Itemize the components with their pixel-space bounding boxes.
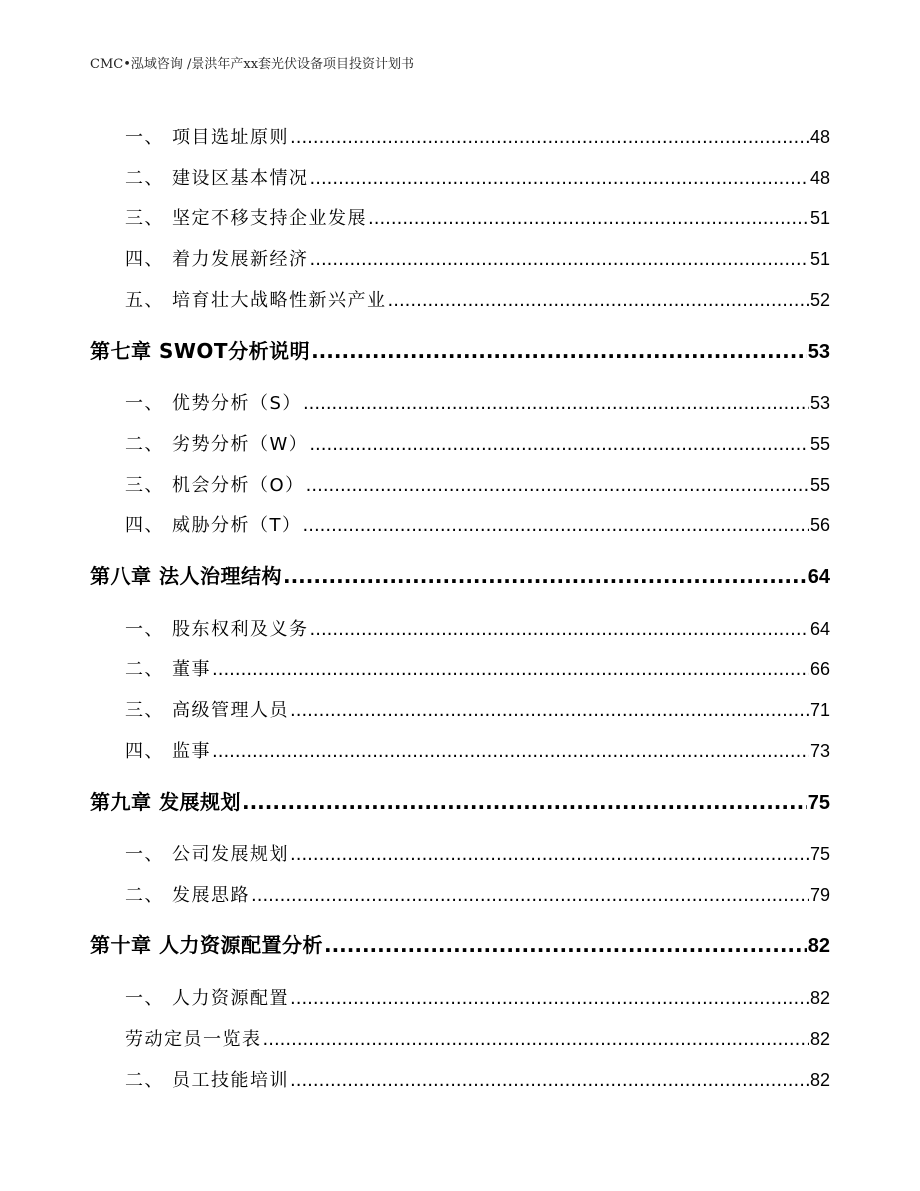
toc-leader-dots [290, 699, 809, 722]
toc-entry-number: 三、 [125, 208, 164, 229]
toc-leader-dots [290, 1069, 809, 1092]
toc-entry-construction-area[interactable] [125, 166, 830, 190]
toc-entry-title: 员工技能培训 [172, 1070, 289, 1091]
toc-entry-page: 82 [809, 1029, 830, 1049]
toc-entry-project-site-principles[interactable] [125, 125, 830, 149]
toc-leader-dots [310, 248, 809, 271]
toc-entry-number: 一、 [125, 127, 164, 148]
toc-entry-title: 机会分析（O） [172, 475, 305, 496]
toc-entry-number: 五、 [125, 290, 164, 311]
toc-chapter-page: 53 [807, 341, 830, 363]
running-header: CMC•泓域咨询 /景洪年产xx套光伏设备项目投资计划书 [90, 57, 415, 72]
toc-leader-dots [290, 987, 809, 1010]
toc-chapter-page: 64 [807, 566, 830, 588]
toc-leader-dots [324, 932, 807, 958]
toc-leader-dots [310, 618, 809, 641]
toc-chapter-10[interactable] [90, 932, 830, 958]
toc-entry-title: 监事 [172, 741, 211, 762]
toc-leader-dots [388, 289, 809, 312]
toc-leader-dots [306, 474, 809, 497]
toc-entry-page: 53 [809, 393, 830, 413]
toc-entry-emerging-industries[interactable] [125, 288, 830, 312]
toc-entry-number: 二、 [125, 1070, 164, 1091]
toc-entry-page: 55 [809, 434, 830, 454]
toc-entry-number: 二、 [125, 168, 164, 189]
toc-leader-dots [290, 843, 809, 866]
toc-chapter-title: 第八章 法人治理结构 [90, 564, 282, 588]
toc-entry-title: 项目选址原则 [172, 127, 289, 148]
toc-leader-dots [310, 167, 809, 190]
toc-chapter-title: 第九章 发展规划 [90, 790, 241, 814]
toc-entry-senior-management[interactable] [125, 698, 830, 722]
toc-entry-title: 优势分析（S） [172, 393, 302, 414]
toc-entry-page: 73 [809, 741, 830, 761]
toc-entry-title: 劣势分析（W） [172, 434, 309, 455]
toc-entry-number: 一、 [125, 619, 164, 640]
toc-leader-dots [212, 658, 809, 681]
toc-entry-page: 79 [809, 885, 830, 905]
toc-entry-staffing-table[interactable] [125, 1027, 830, 1051]
toc-chapter-page: 75 [807, 792, 830, 814]
toc-leader-dots [311, 338, 807, 364]
toc-entry-title: 劳动定员一览表 [125, 1029, 262, 1050]
toc-entry-title: 人力资源配置 [172, 988, 289, 1009]
toc-entry-number: 二、 [125, 434, 164, 455]
toc-leader-dots [368, 207, 809, 230]
toc-entry-opportunities[interactable] [125, 473, 830, 497]
toc-entry-strengths[interactable] [125, 391, 830, 415]
toc-entry-shareholder-rights[interactable] [125, 617, 830, 641]
toc-entry-staff-training[interactable] [125, 1068, 830, 1092]
toc-entry-title: 建设区基本情况 [172, 168, 309, 189]
toc-entry-title: 董事 [172, 659, 211, 680]
toc-chapter-9[interactable] [90, 789, 830, 815]
toc-entry-page: 55 [809, 475, 830, 495]
toc-entry-title: 发展思路 [172, 885, 250, 906]
toc-entry-page: 52 [809, 290, 830, 310]
toc-leader-dots [251, 884, 809, 907]
toc-leader-dots [283, 563, 807, 589]
toc-entry-title: 高级管理人员 [172, 700, 289, 721]
toc-entry-weaknesses[interactable] [125, 432, 830, 456]
toc-entry-development-ideas[interactable] [125, 883, 830, 907]
toc-entry-number: 四、 [125, 741, 164, 762]
toc-entry-company-plan[interactable] [125, 842, 830, 866]
toc-leader-dots [212, 740, 809, 763]
toc-entry-number: 三、 [125, 475, 164, 496]
toc-entry-title: 着力发展新经济 [172, 249, 309, 270]
toc-entry-number: 二、 [125, 885, 164, 906]
toc-entry-hr-allocation[interactable] [125, 986, 830, 1010]
toc-entry-title: 公司发展规划 [172, 844, 289, 865]
toc-entry-page: 75 [809, 844, 830, 864]
toc-entry-page: 82 [809, 1070, 830, 1090]
toc-entry-page: 48 [809, 127, 830, 147]
toc-chapter-title: 第七章 SWOT分析说明 [90, 339, 311, 363]
toc-entry-page: 51 [809, 208, 830, 228]
toc-leader-dots [263, 1028, 809, 1051]
toc-entry-page: 66 [809, 659, 830, 679]
toc-entry-number: 四、 [125, 515, 164, 536]
toc-entry-new-economy[interactable] [125, 247, 830, 271]
toc-entry-page: 48 [809, 168, 830, 188]
toc-chapter-page: 82 [807, 935, 830, 957]
toc-leader-dots [242, 789, 807, 815]
toc-entry-number: 一、 [125, 988, 164, 1009]
toc-entry-title: 坚定不移支持企业发展 [172, 208, 367, 229]
toc-entry-title: 培育壮大战略性新兴产业 [172, 290, 387, 311]
toc-chapter-7[interactable] [90, 338, 830, 364]
toc-entry-number: 一、 [125, 393, 164, 414]
toc-entry-page: 64 [809, 619, 830, 639]
toc-entry-page: 56 [809, 515, 830, 535]
toc-entry-support-enterprises[interactable] [125, 206, 830, 230]
toc-entry-number: 二、 [125, 659, 164, 680]
toc-leader-dots [303, 392, 809, 415]
toc-chapter-title: 第十章 人力资源配置分析 [90, 933, 323, 957]
toc-entry-page: 82 [809, 988, 830, 1008]
toc-entry-directors[interactable] [125, 657, 830, 681]
toc-entry-page: 71 [809, 700, 830, 720]
toc-entry-title: 威胁分析（T） [172, 515, 302, 536]
toc-entry-title: 股东权利及义务 [172, 619, 309, 640]
toc-leader-dots [290, 126, 809, 149]
toc-chapter-8[interactable] [90, 563, 830, 589]
toc-entry-threats[interactable] [125, 513, 830, 537]
toc-entry-number: 三、 [125, 700, 164, 721]
toc-entry-supervisors[interactable] [125, 739, 830, 763]
toc-entry-page: 51 [809, 249, 830, 269]
toc-leader-dots [303, 514, 809, 537]
toc-entry-number: 一、 [125, 844, 164, 865]
toc-leader-dots [309, 433, 809, 456]
toc-entry-number: 四、 [125, 249, 164, 270]
